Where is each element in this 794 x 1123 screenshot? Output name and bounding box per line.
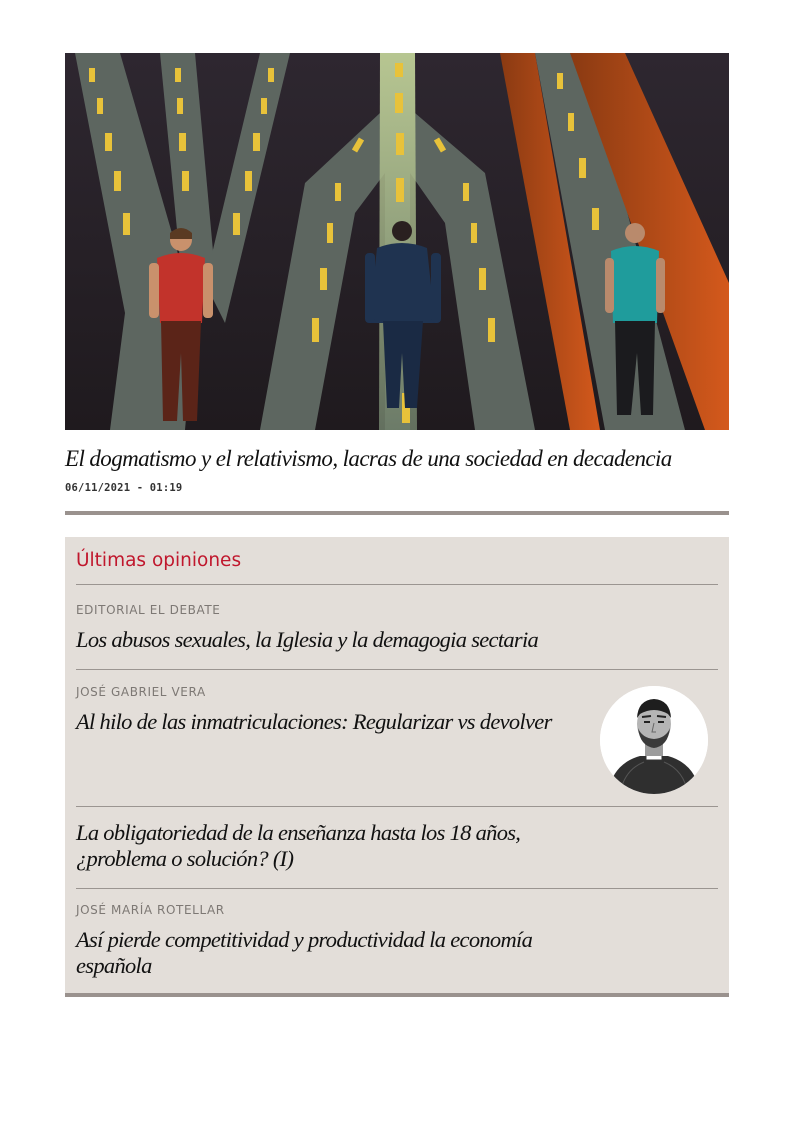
- opinion-author[interactable]: EDITORIAL EL DEBATE: [76, 603, 221, 617]
- main-article-title[interactable]: El dogmatismo y el relativismo, lacras de una sociedad en decadencia: [65, 446, 672, 471]
- hero-image[interactable]: [65, 53, 729, 430]
- author-portrait-icon[interactable]: [600, 686, 708, 794]
- opinion-author[interactable]: JOSÉ GABRIEL VERA: [76, 685, 206, 699]
- opinion-headline[interactable]: Los abusos sexuales, la Iglesia y la demagogia sectaria: [76, 627, 539, 652]
- main-article-date: 06/11/2021 - 01:19: [65, 482, 183, 494]
- illustration-men-walking-roads-icon: [65, 53, 729, 430]
- divider: [76, 888, 718, 889]
- section-divider: [65, 511, 729, 515]
- section-title[interactable]: Últimas opiniones: [76, 550, 242, 571]
- divider: [76, 669, 718, 670]
- opinion-headline[interactable]: Así pierde competitividad y productividad la economía española: [76, 927, 533, 978]
- divider: [76, 584, 718, 585]
- opinion-headline[interactable]: La obligatoriedad de la enseñanza hasta los 18 años, ¿problema o solución? (I): [76, 820, 521, 871]
- divider: [76, 806, 718, 807]
- opinion-author[interactable]: JOSÉ MARÍA ROTELLAR: [76, 903, 225, 917]
- panel-bottom-rule: [65, 993, 729, 997]
- opinion-headline[interactable]: Al hilo de las inmatriculaciones: Regularizar vs devolver: [76, 709, 552, 734]
